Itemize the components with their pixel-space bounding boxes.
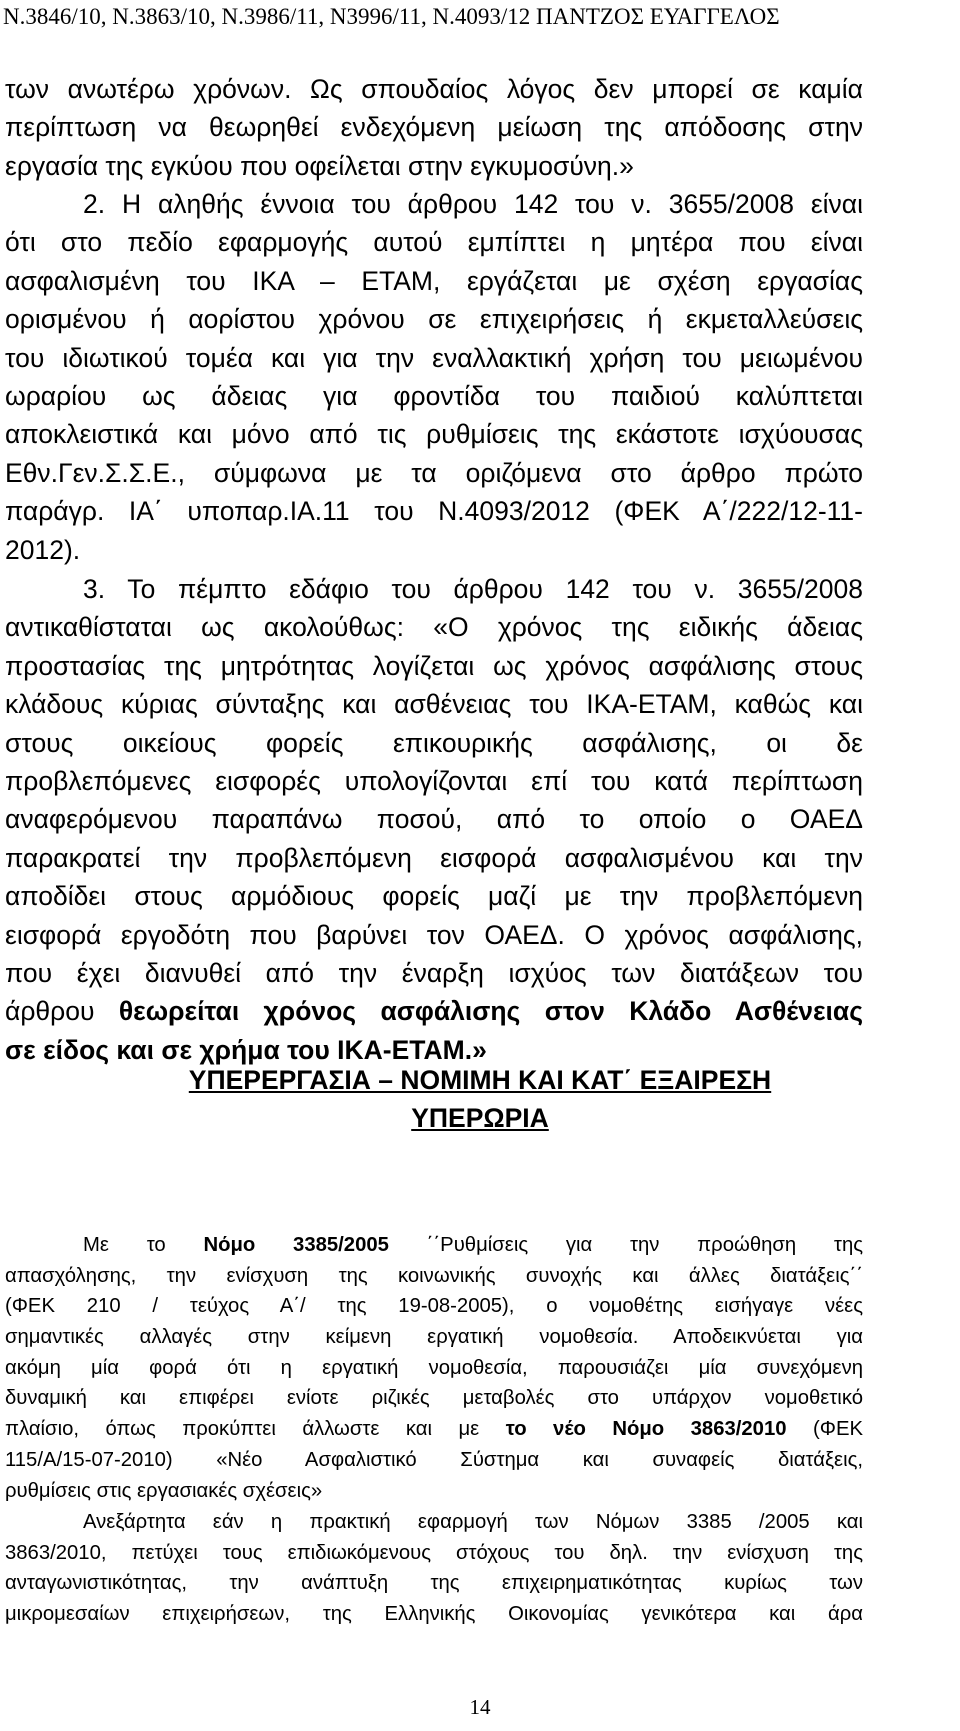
text-line: 3. Το πέμπτο εδάφιο του άρθρου 142 του ν. 3655/2008 (83, 574, 863, 604)
text-line: αποκλειστικά και μόνο από τις ρυθμίσεις της εκάστοτε ισχύουσας (5, 419, 863, 450)
text-line: προστασίας της μητρότητας λογίζεται ως χρόνος ασφάλισης στους (5, 650, 863, 681)
text-run: άρθρου (5, 996, 119, 1027)
body-paragraph-2 (5, 1507, 863, 1630)
heading-line: ΥΠΕΡΕΡΓΑΣΙΑ – ΝΟΜΙΜΗ ΚΑΙ ΚΑΤ΄ ΕΞΑΙΡΕΣΗ (188, 1065, 772, 1095)
section-heading (0, 1061, 960, 1137)
paragraph-item-2 (5, 185, 863, 569)
paragraph-continuation (5, 70, 863, 185)
text-line: που έχει διανυθεί από την έναρξη ισχύος των διατάξεων του (5, 957, 863, 988)
paragraph-item-3 (5, 570, 863, 1069)
text-line: ακόμη μία φορά ότι η εργατική νομοθεσία, παρουσιάζει μία συνεχόμενη (5, 1356, 863, 1379)
emphasis-text: θεωρείται χρόνος ασφάλισης στον Κλάδο Ασθένειας (118, 996, 863, 1027)
text-line: παράγρ. ΙΑ΄ υποπαρ.ΙΑ.11 του Ν.4093/2012 (ΦΕΚ Α΄/222/12-11- (5, 496, 863, 527)
text-line: παρακρατεί την προβλεπόμενη εισφορά ασφαλισμένου και την (5, 842, 863, 873)
body-paragraph-1 (5, 1230, 863, 1506)
page-number: 14 (469, 1695, 491, 1719)
text-line: ορισμένου ή αορίστου χρόνου σε επιχειρήσεις ή εκμεταλλεύσεις (5, 304, 863, 335)
text-line: απασχόλησης, την ενίσχυση της κοινωνικής συνοχής και άλλες διατάξεις΄΄ (5, 1264, 863, 1287)
text-line: αντικαθίσταται ως ακολούθως: «Ο χρόνος της ειδικής άδειας (5, 612, 863, 643)
text-run: (ΦΕΚ (786, 1418, 863, 1441)
text-line: αναφερόμενου παραπάνω ποσού, από το οποίο ο ΟΑΕΔ (5, 804, 863, 835)
text-line: κλάδους κύριας σύνταξης και ασθένειας του ΙΚΑ-ΕΤΑΜ, καθώς και (5, 689, 863, 720)
text-line (5, 1414, 863, 1445)
text-line: ρυθμίσεις στις εργασιακές σχέσεις» (5, 1479, 323, 1502)
text-line: 2. Η αληθής έννοια του άρθρου 142 του ν. 3655/2008 είναι (83, 189, 863, 219)
text-line: προβλεπόμενες εισφορές υπολογίζονται επί του κατά περίπτωση (5, 765, 863, 796)
text-line (5, 1230, 863, 1261)
text-line: ωραρίου ως άδειας για φροντίδα του παιδιού καλύπτεται (5, 380, 863, 411)
heading-line: ΥΠΕΡΩΡΙΑ (411, 1103, 549, 1133)
text-line: εισφορά εργοδότη που βαρύνει τον ΟΑΕΔ. Ο χρόνος ασφάλισης, (5, 919, 863, 950)
text-run: ΄΄Ρυθμίσεις για την προώθηση της (388, 1234, 863, 1256)
law-reference: το νέο Νόμο 3863/2010 (505, 1418, 787, 1441)
text-line: των ανωτέρω χρόνων. Ως σπουδαίος λόγος δεν μπορεί σε καμία (5, 74, 863, 104)
text-line (5, 992, 863, 1030)
text-line: (ΦΕΚ 210 / τεύχος Α΄/ της 19-08-2005), ο νομοθέτης εισήγαγε νέες (5, 1295, 863, 1318)
law-reference: Νόμο 3385/2005 (203, 1234, 389, 1256)
text-line: ανταγωνιστικότητας, την ανάπτυξη της επιχειρηματικότητας κυρίως των (5, 1572, 863, 1595)
text-run: Με το (83, 1234, 204, 1256)
text-line: ότι στο πεδίο εφαρμογής αυτού εμπίπτει η μητέρα που είναι (5, 227, 863, 258)
text-line: αποδίδει στους αρμόδιους φορείς μαζί με την προβλεπόμενη (5, 881, 863, 912)
text-line: 115/Α/15-07-2010) «Νέο Ασφαλιστικό Σύστημα και συναφείς διατάξεις, (5, 1448, 863, 1471)
text-line: Ανεξάρτητα εάν η πρακτική εφαρμογή των Νόμων 3385 /2005 και (83, 1511, 863, 1533)
text-line: 2012). (5, 534, 81, 565)
text-line: σημαντικές αλλαγές στην κείμενη εργατική νομοθεσία. Αποδεικνύεται για (5, 1326, 863, 1349)
text-line: μικρομεσαίων επιχειρήσεων, της Ελληνικής Οικονομίας γενικότερα και άρα (5, 1603, 863, 1626)
header-text: Ν.3846/10, Ν.3863/10, Ν.3986/11, Ν3996/11, Ν.4093/12 ΠΑΝΤΖΟΣ ΕΥΑΓΓΕΛΟΣ (3, 4, 780, 29)
text-line: του ιδιωτικού τομέα και για την εναλλακτική χρήση του μειωμένου (5, 342, 863, 373)
text-line: Εθν.Γεν.Σ.Σ.Ε., σύμφωνα με τα οριζόμενα στο άρθρο πρώτο (5, 457, 863, 488)
text-line: 3863/2010, πετύχει τους επιδιωκόμενους στόχους του δηλ. την ενίσχυση της (5, 1541, 863, 1564)
emphasis-text: σε είδος και σε χρήμα του ΙΚΑ-ΕΤΑΜ.» (5, 1034, 487, 1065)
running-header (3, 3, 957, 31)
text-line: δυναμική και επιφέρει ενίοτε ριζικές μεταβολές στο υπάρχον νομοθετικό (5, 1387, 863, 1410)
text-line: περίπτωση να θεωρηθεί ενδεχόμενη μείωση της απόδοσης στην (5, 112, 863, 143)
text-line: ασφαλισμένη του ΙΚΑ – ΕΤΑΜ, εργάζεται με σχέση εργασίας (5, 265, 863, 296)
text-run: πλαίσιο, όπως προκύπτει άλλωστε και με (5, 1418, 506, 1441)
text-line: στους οικείους φορείς επικουρικής ασφάλισης, οι δε (5, 727, 863, 758)
text-line: εργασία της εγκύου που οφείλεται στην εγκυμοσύνη.» (5, 150, 634, 181)
